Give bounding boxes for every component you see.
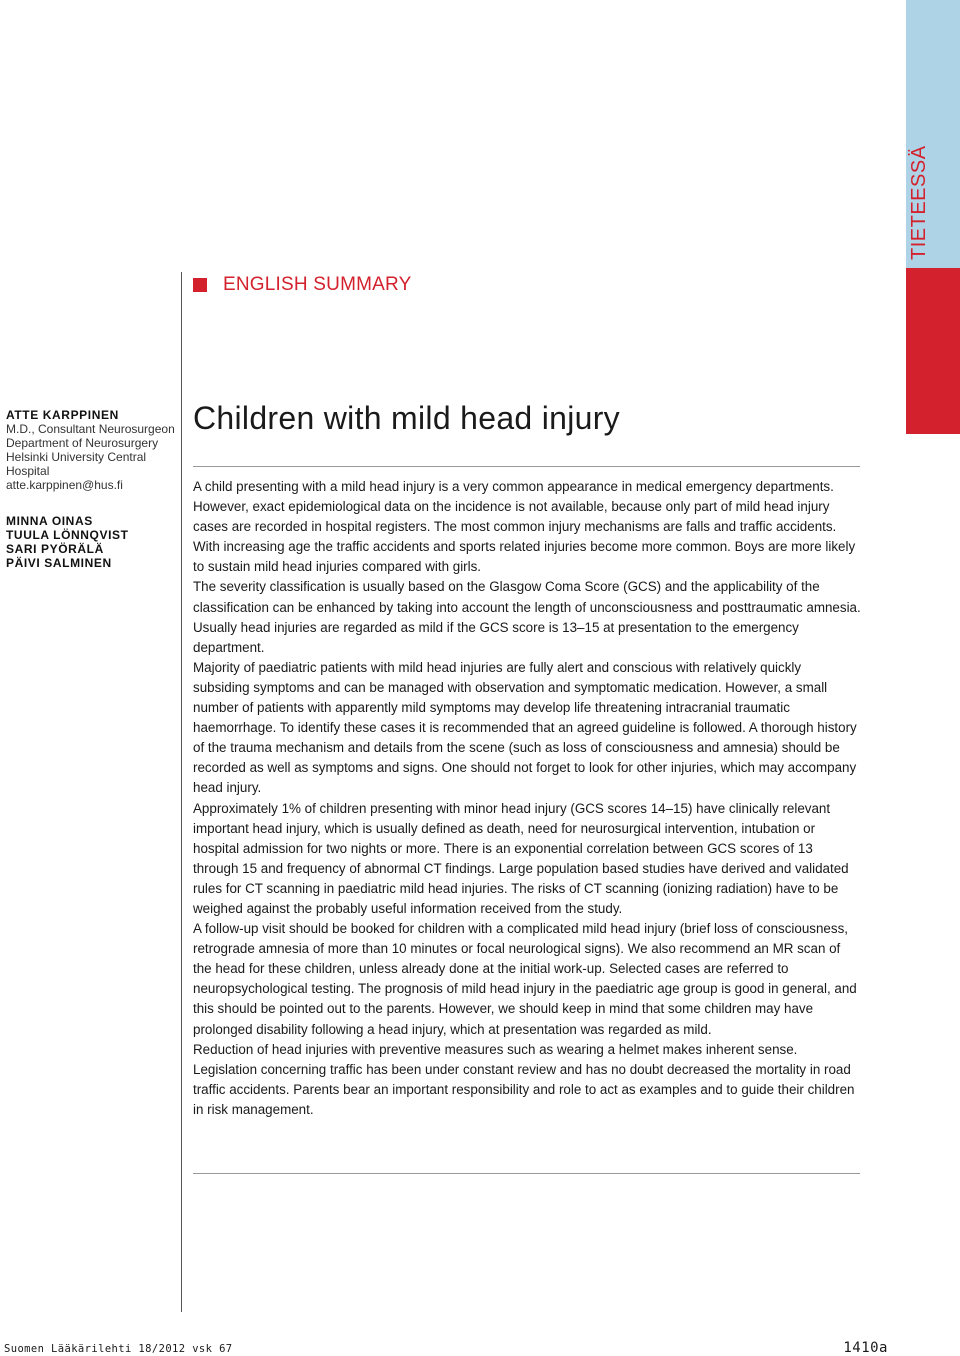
author-department: Department of Neurosurgery: [6, 436, 159, 450]
body-paragraph: Majority of paediatric patients with mild head injuries are fully alert and conscious with relatively quickly subsiding symptoms and can be managed with observation and symptomatic medication. However, a small number of patients with apparently mild symptoms may develop life threatening intracranial traumatic haemorrhage. To identify these cases it is recommended that an agreed guideline is followed. A thorough history of the trauma mechanism and details from the scene (such as loss of consciousness and amnesia) should be recorded as well as symptoms and signs. One should not forget to look for other injuries, which may accompany head injury.: [193, 659, 857, 796]
author-column: [6, 408, 178, 570]
coauthor-name: PÄIVI SALMINEN: [6, 556, 112, 570]
body-paragraph: A child presenting with a mild head injury is a very common appearance in medical emergency departments. However, exact epidemiological data on the incidence is not available, because only part of mild head injury cases are recorded in hospital registers. The most common injury mechanisms are falls and traffic accidents. With increasing age the traffic accidents and sports related injuries become more common. Boys are more likely to sustain mild head injuries compared with girls.: [193, 479, 856, 575]
article-title: Children with mild head injury: [193, 400, 620, 436]
author-institution-cont: Hospital: [6, 464, 50, 478]
body-end-divider: [193, 1173, 860, 1174]
body-paragraph: Approximately 1% of children presenting with minor head injury (GCS scores 14–15) have clinically relevant important head injury, which is usually defined as death, need for neurosurgical intervention, intubation or hospital admission for two nights or more. There is an exponential correlation between GCS scores of 13 through 15 and frequency of abnormal CT findings. Large population based studies have derived and validated rules for CT scanning in paediatric mild head injuries. The risks of CT scanning (ionizing radiation) have to be weighed against the probably useful information received from the study.: [193, 800, 849, 916]
journal-footer: Suomen Lääkärilehti 18/2012 vsk 67: [4, 1343, 233, 1355]
side-tab-red-block: [906, 268, 960, 434]
side-tab-label: TIETEESSÄ: [908, 145, 930, 260]
vertical-divider: [181, 272, 182, 1312]
coauthor-list: [6, 514, 178, 570]
author-email[interactable]: atte.karppinen@hus.fi: [6, 478, 123, 492]
coauthor-name: SARI PYÖRÄLÄ: [6, 542, 104, 556]
body-paragraph: A follow-up visit should be booked for children with a complicated mild head injury (brief loss of consciousness, retrograde amnesia of more than 10 minutes or focal neurological signs). We also recommend an MR scan of the head for these children, unless already done at the initial work-up. Selected cases are referred to neuropsychological testing. The prognosis of mild head injury in the paediatric age group is good in general, and this should be pointed out to the parents. However, we should keep in mind that some children may have prolonged disability following a head injury, which at presentation was regarded as mild.: [193, 921, 857, 1037]
body-paragraph: Reduction of head injuries with preventive measures such as wearing a helmet makes inherent sense. Legislation concerning traffic has been under constant review and has no doubt decreased the mortality in road traffic accidents. Parents bear an important responsibility and role to act as examples and to guide their children in risk management.: [193, 1041, 855, 1117]
body-paragraph: The severity classification is usually based on the Glasgow Coma Score (GCS) and the applicability of the classification can be enhanced by taking into account the length of unconsciousness and posttraumatic amnesia. Usually head injuries are regarded as mild if the GCS score is 13–15 at presentation to the emergency department.: [193, 579, 861, 655]
article-body: [193, 477, 861, 1120]
red-square-icon: [193, 278, 207, 292]
author-title: M.D., Consultant Neurosurgeon: [6, 422, 175, 436]
section-title: ENGLISH SUMMARY: [223, 274, 412, 295]
author-institution: Helsinki University Central: [6, 450, 147, 464]
page-number: 1410a: [843, 1340, 888, 1356]
coauthor-name: MINNA OINAS: [6, 514, 93, 528]
title-divider: [193, 466, 860, 467]
section-header: [193, 274, 411, 296]
side-tab: [908, 145, 931, 266]
author-name: ATTE KARPPINEN: [6, 408, 119, 422]
coauthor-name: TUULA LÖNNQVIST: [6, 528, 129, 542]
